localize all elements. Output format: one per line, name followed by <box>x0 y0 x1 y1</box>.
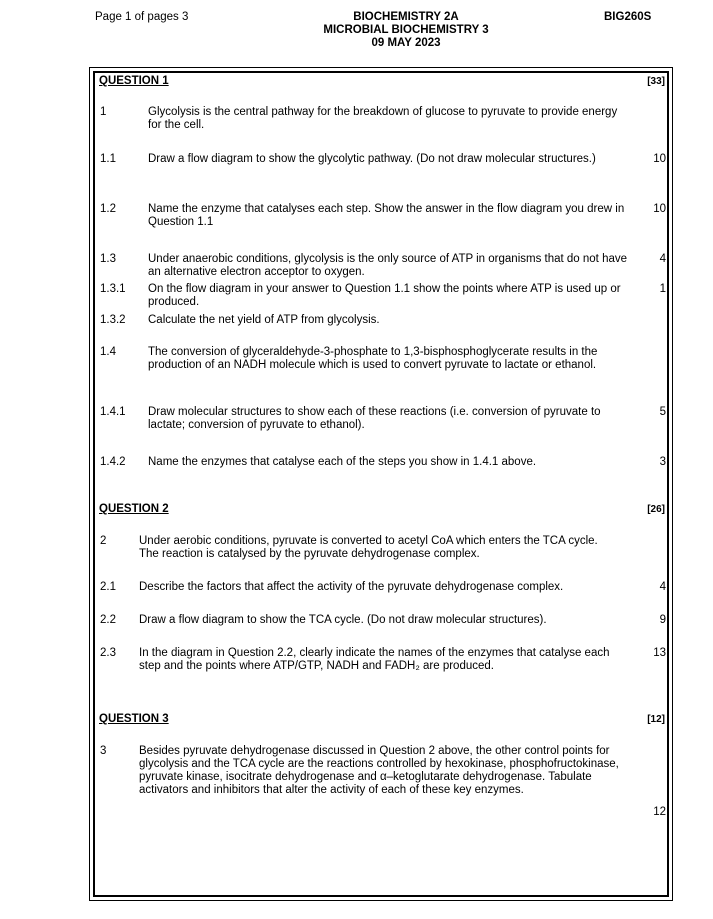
page-number: Page 1 of pages 3 <box>95 11 189 23</box>
item-text: Under anaerobic conditions, glycolysis is the only source of ATP in organisms that do not have an alternative electron acceptor to oxygen. <box>148 253 628 278</box>
item-marks: 10 <box>653 203 666 215</box>
item-text: Under aerobic conditions, pyruvate is converted to acetyl CoA which enters the TCA cycle. The reaction is catalysed by the pyruvate dehydrogenase complex. <box>139 535 598 560</box>
item-text: Glycolysis is the central pathway for the breakdown of glucose to pyruvate to provide energy for the cell. <box>148 106 618 131</box>
item-number: 1.4.1 <box>100 406 126 418</box>
item-text: Draw a flow diagram to show the glycolytic pathway. (Do not draw molecular structures.) <box>148 153 596 165</box>
item-text: Besides pyruvate dehydrogenase discussed in Question 2 above, the other control points for glycolysis and the TCA cycle are the reactions controlled by hexokinase, phosphofructokinase, pyruvate kinase, isocitrate dehydrogenase and α–ketoglutarate dehydrogenase. Tabulate activators and inhibitors that alter the activity of each of these key enzymes. <box>139 745 619 796</box>
course-code: BIG260S <box>604 11 652 23</box>
item-marks: 13 <box>653 647 666 659</box>
question-1-marks: [33] <box>647 76 665 87</box>
item-marks: 4 <box>659 581 666 593</box>
item-marks: 4 <box>659 253 666 265</box>
item-text: Name the enzyme that catalyses each step. Show the answer in the flow diagram you drew in Question 1.1 <box>148 203 625 228</box>
item-marks: 5 <box>659 406 666 418</box>
item-number: 1.1 <box>100 153 116 165</box>
item-text: On the flow diagram in your answer to Question 1.1 show the points where ATP is used up or produced. <box>148 283 621 308</box>
item-number: 1.2 <box>100 203 116 215</box>
item-marks: 12 <box>653 806 666 818</box>
item-text: Draw molecular structures to show each of these reactions (i.e. conversion of pyruvate to lactate; conversion of pyruvate to ethanol). <box>148 406 601 431</box>
item-number: 3 <box>100 745 107 757</box>
course-subtitle: MICROBIAL BIOCHEMISTRY 3 <box>323 24 489 36</box>
item-number: 1.3 <box>100 253 116 265</box>
item-number: 2.2 <box>100 614 116 626</box>
question-3-heading: QUESTION 3 <box>99 713 169 725</box>
item-marks: 10 <box>653 153 666 165</box>
item-number: 2.1 <box>100 581 116 593</box>
item-number: 2 <box>100 535 107 547</box>
item-text: The conversion of glyceraldehyde-3-phosphate to 1,3-bisphosphoglycerate results in the production of an NADH molecule which is used to convert pyruvate to lactate or ethanol. <box>148 346 598 371</box>
item-number: 1.3.1 <box>100 283 126 295</box>
item-number: 2.3 <box>100 647 116 659</box>
question-2-heading: QUESTION 2 <box>99 503 169 515</box>
item-text: Name the enzymes that catalyse each of the steps you show in 1.4.1 above. <box>148 456 537 468</box>
item-marks: 3 <box>659 456 666 468</box>
item-text: Describe the factors that affect the activity of the pyruvate dehydrogenase complex. <box>139 581 564 593</box>
question-2-marks: [26] <box>647 504 665 515</box>
item-number: 1.4 <box>100 346 116 358</box>
exam-date: 09 MAY 2023 <box>371 37 441 49</box>
item-text: Calculate the net yield of ATP from glycolysis. <box>148 314 380 326</box>
question-1-heading: QUESTION 1 <box>99 75 169 87</box>
item-number: 1 <box>100 106 107 118</box>
course-title: BIOCHEMISTRY 2A <box>353 11 459 23</box>
item-marks: 9 <box>659 614 666 626</box>
question-3-marks: [12] <box>647 714 665 725</box>
item-marks: 1 <box>659 283 666 295</box>
item-number: 1.4.2 <box>100 456 126 468</box>
item-number: 1.3.2 <box>100 314 126 326</box>
item-text: Draw a flow diagram to show the TCA cycle. (Do not draw molecular structures). <box>139 614 547 626</box>
item-text: In the diagram in Question 2.2, clearly indicate the names of the enzymes that catalyse each step and the points where ATP/GTP, NADH and FADH₂ are produced. <box>139 647 610 672</box>
